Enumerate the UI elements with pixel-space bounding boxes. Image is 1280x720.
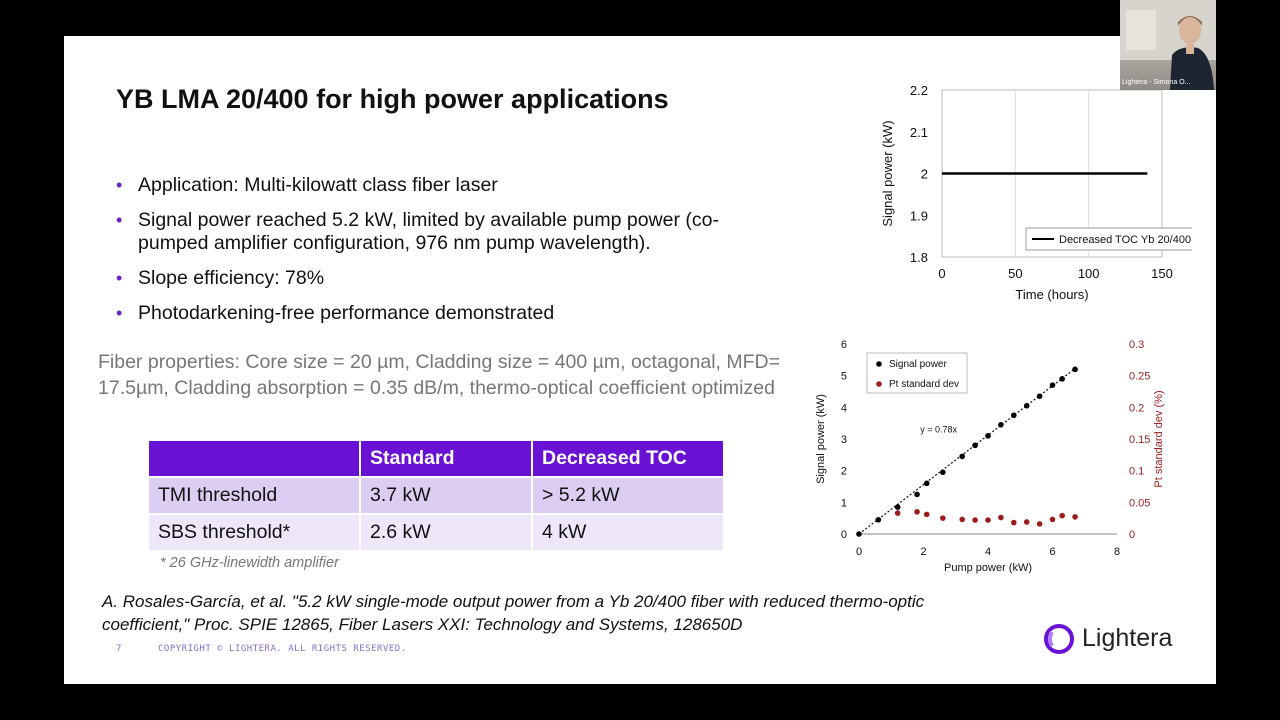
table-cell: 4 kW (532, 514, 724, 551)
x-tick-label: 100 (1077, 266, 1100, 281)
bullet-item: • Application: Multi-kilowatt class fiber laser (116, 174, 766, 197)
x-tick-label: 150 (1151, 266, 1173, 281)
y2-axis-label: Pt standard dev (%) (1153, 390, 1165, 488)
table-header-cell: Decreased TOC (532, 441, 724, 477)
signal-power-point (972, 443, 978, 449)
signal-power-point (856, 531, 862, 537)
table-cell: > 5.2 kW (532, 477, 724, 514)
y-tick-label: 5 (840, 370, 847, 383)
logo-mark-icon (1042, 622, 1076, 656)
logo-text: Lightera (1082, 624, 1173, 652)
page-number: 7 (116, 644, 122, 654)
x-tick-label: 4 (984, 546, 992, 558)
signal-power-point (1011, 412, 1017, 418)
stddev-point (924, 512, 930, 518)
signal-power-point (1059, 376, 1065, 382)
legend-entry: Signal power (889, 359, 947, 370)
x-tick-label: 50 (1008, 266, 1023, 281)
signal-power-point (924, 481, 930, 487)
stddev-point (940, 515, 946, 521)
y-tick-label: 2 (920, 166, 928, 182)
y-axis-label: Signal power (kW) (880, 120, 895, 227)
signal-power-point (1072, 367, 1078, 373)
x-axis-label: Time (hours) (1015, 287, 1089, 302)
y2-tick-label: 0.05 (1129, 497, 1151, 510)
signal-power-point (998, 422, 1004, 428)
table-footnote: * 26 GHz-linewidth amplifier (160, 555, 339, 571)
stddev-point (914, 509, 920, 515)
lightera-logo (1042, 622, 1174, 656)
legend-entry: Decreased TOC Yb 20/400 (1059, 234, 1192, 246)
x-tick-label: 6 (1049, 546, 1056, 558)
x-axis-label: Pump power (kW) (943, 562, 1033, 574)
signal-power-point (876, 517, 882, 523)
fiber-properties-text: Fiber properties: Core size = 20 µm, Cladding size = 400 µm, octagonal, MFD= 17.5µm, Cladding absorption = 0.35 dB/m, thermo-optical coefficient optimized (98, 351, 780, 399)
y-tick-label: 1 (840, 497, 847, 510)
y2-tick-label: 0 (1129, 529, 1136, 541)
signal-power-point (1037, 393, 1043, 399)
signal-power-point (914, 492, 920, 498)
table-header-cell (149, 441, 360, 477)
y-tick-label: 1.8 (909, 250, 928, 265)
participant-video-tile[interactable] (1120, 0, 1216, 90)
y2-tick-label: 0.15 (1129, 434, 1151, 446)
y-tick-label: 2.1 (909, 124, 928, 140)
stddev-point (959, 517, 965, 523)
signal-power-pump-chart (812, 334, 1202, 588)
signal-power-point (959, 454, 965, 460)
stddev-point (895, 510, 901, 516)
table-cell: 3.7 kW (360, 477, 532, 514)
stddev-point (1050, 517, 1056, 523)
y2-tick-label: 0.2 (1129, 402, 1145, 415)
stddev-point (1072, 514, 1078, 520)
copyright-text: COPYRIGHT © LIGHTERA. ALL RIGHTS RESERVED. (158, 644, 407, 654)
bullet-item: • Slope efficiency: 78% (116, 267, 766, 290)
y2-tick-label: 0.3 (1129, 339, 1145, 351)
x-tick-label: 0 (938, 266, 946, 281)
threshold-table (149, 441, 725, 552)
y-tick-label: 2 (840, 465, 847, 478)
y2-tick-label: 0.25 (1129, 370, 1151, 383)
legend-swatch (876, 361, 882, 367)
signal-power-point (1050, 382, 1056, 388)
table-cell: TMI threshold (149, 477, 360, 514)
participant-name-label: Lightera - Simona O... (1122, 79, 1191, 86)
y-axis-label: Signal power (kW) (815, 394, 827, 484)
x-tick-label: 0 (855, 546, 863, 558)
y-tick-label: 2.2 (909, 83, 928, 98)
table-cell: 2.6 kW (360, 514, 532, 551)
y-tick-label: 4 (840, 402, 847, 415)
fit-annotation: y = 0.78x (920, 424, 958, 435)
legend-swatch (876, 381, 882, 387)
stddev-point (1059, 513, 1065, 519)
signal-power-point (940, 469, 946, 475)
presentation-slide (64, 36, 1216, 684)
stddev-point (985, 517, 991, 523)
y-tick-label: 3 (840, 434, 847, 446)
signal-power-time-chart (812, 80, 1192, 316)
legend-entry: Pt standard dev (889, 379, 960, 390)
x-tick-label: 2 (920, 546, 927, 558)
table-row (149, 477, 724, 514)
signal-power-point (1024, 403, 1030, 409)
participant-silhouette-icon (1120, 0, 1216, 90)
stddev-point (1024, 519, 1030, 525)
x-tick-label: 8 (1113, 546, 1121, 558)
table-row (149, 514, 724, 551)
y-tick-label: 6 (840, 339, 847, 351)
table-header-cell: Standard (360, 441, 532, 477)
table-header-row (149, 441, 724, 477)
stddev-point (998, 515, 1004, 521)
y-tick-label: 1.9 (909, 208, 928, 224)
stddev-point (972, 517, 978, 523)
signal-power-point (985, 433, 991, 439)
bullet-item: • Signal power reached 5.2 kW, limited by available pump power (co-pumped amplifier configuration, 976 nm pump wavelength). (116, 209, 766, 255)
stddev-point (1037, 521, 1043, 527)
bullet-list (116, 174, 766, 337)
bullet-item: • Photodarkening-free performance demonstrated (116, 302, 766, 325)
y2-tick-label: 0.1 (1129, 465, 1145, 478)
slide-title: YB LMA 20/400 for high power applications (116, 84, 669, 114)
citation-text: A. Rosales-García, et al. "5.2 kW single-mode output power from a Yb 20/400 fiber with reduced thermo-optic coefficient," Proc. SPIE 12865, Fiber Lasers XXI: Technology and Systems, 128650D (102, 592, 925, 634)
y-tick-label: 0 (840, 529, 847, 541)
stddev-point (1011, 520, 1017, 526)
signal-power-point (895, 504, 901, 510)
table-cell: SBS threshold* (149, 514, 360, 551)
